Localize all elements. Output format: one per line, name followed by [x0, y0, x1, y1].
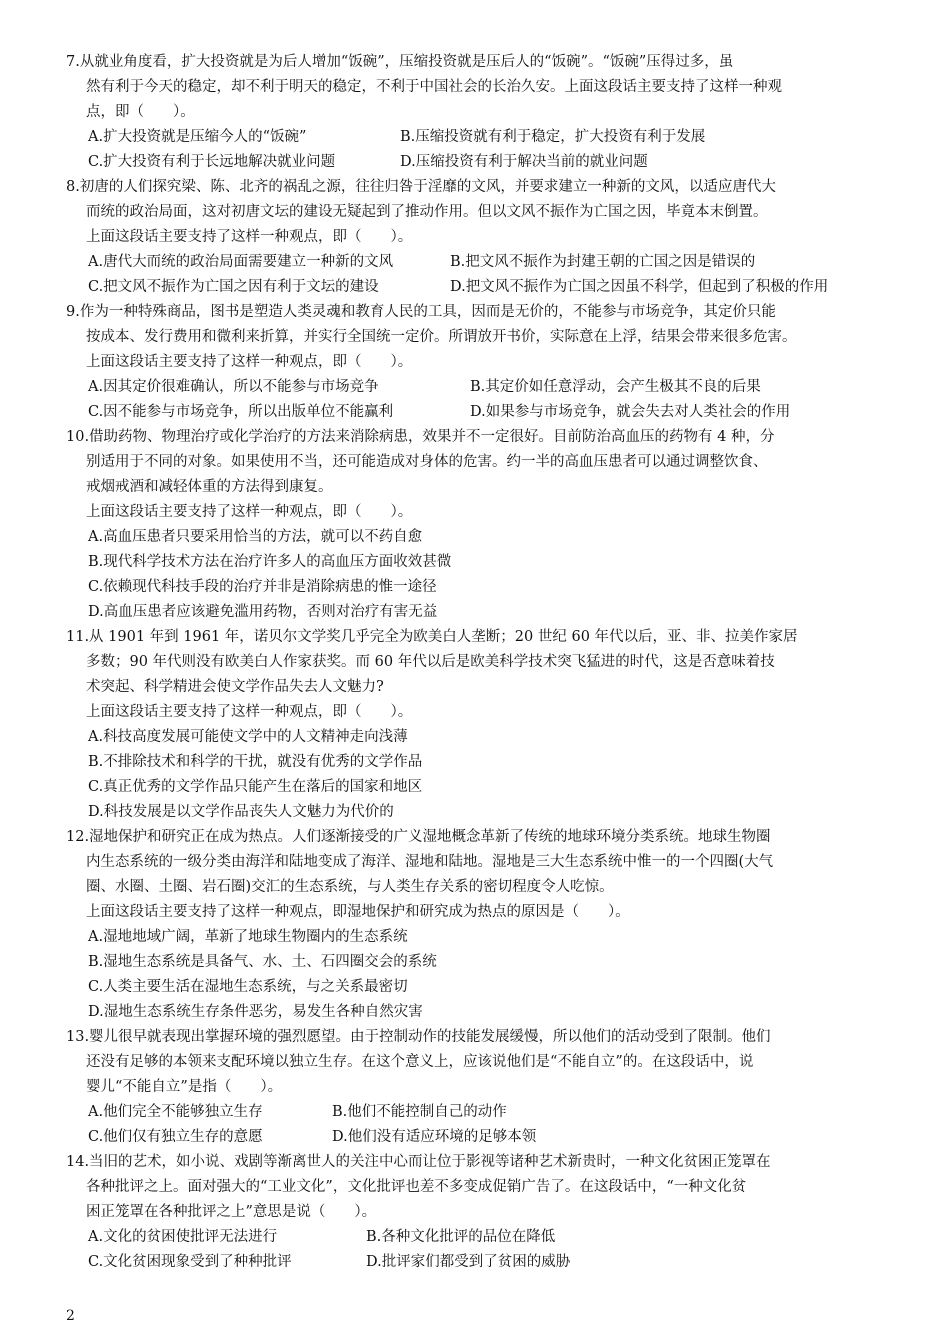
- question-text-line: 戒烟戒酒和减轻体重的方法得到康复。: [86, 479, 333, 495]
- question-text-line: 别适用于不同的对象。如果使用不当，还可能造成对身体的危害。约一半的高血压患者可以通过调整饮食、: [86, 454, 768, 470]
- option-a: A.文化的贫困使批评无法进行: [88, 1229, 278, 1245]
- question-text-line: 上面这段话主要支持了这样一种观点，即（ ）。: [86, 354, 413, 370]
- page-number: 2: [66, 1308, 75, 1324]
- option-a: A.扩大投资就是压缩今人的“饭碗”: [88, 129, 307, 145]
- option-b: B.把文风不振作为封建王朝的亡国之因是错误的: [450, 254, 756, 270]
- question-text-line: 婴儿“不能自立”是指（ ）。: [86, 1079, 283, 1095]
- option-a: A.湿地地域广阔，革新了地球生物圈内的生态系统: [88, 929, 408, 945]
- option-a: A.唐代大而统的政治局面需要建立一种新的文风: [88, 254, 394, 270]
- question-8: [66, 175, 886, 300]
- question-text-line: 上面这段话主要支持了这样一种观点，即（ ）。: [86, 504, 413, 520]
- question-text-line: 而统的政治局面，这对初唐文坛的建设无疑起到了推动作用。但以文风不振作为亡国之因，毕竟本末倒置。: [86, 204, 768, 220]
- option-b: B.不排除技术和科学的干扰，就没有优秀的文学作品: [88, 754, 423, 770]
- question-text-line: 上面这段话主要支持了这样一种观点，即（ ）。: [86, 229, 413, 245]
- question-text-line: 7.从就业角度看，扩大投资就是为后人增加“饭碗”，压缩投资就是压后人的“饭碗”。“饭碗”压得过多，虽: [66, 54, 734, 70]
- option-row: [66, 375, 886, 400]
- option-a: A.因其定价很难确认，所以不能参与市场竞争: [88, 379, 379, 395]
- option-row: [66, 1250, 886, 1275]
- question-text-line: 各种批评之上。面对强大的“工业文化”，文化批评也差不多变成促销广告了。在这段话中，“一种文化贫: [86, 1179, 747, 1195]
- option-b: B.压缩投资就有利于稳定，扩大投资有利于发展: [400, 129, 706, 145]
- option-c: C.真正优秀的文学作品只能产生在落后的国家和地区: [88, 779, 423, 795]
- option-row: [66, 125, 886, 150]
- option-b: B.现代科学技术方法在治疗许多人的高血压方面收效甚微: [88, 554, 452, 570]
- question-13: [66, 1025, 886, 1150]
- question-text-line: 11.从 1901 年到 1961 年，诺贝尔文学奖几乎完全为欧美白人垄断；20 世纪 60 年代以后，亚、非、拉美作家居: [66, 629, 798, 645]
- option-d: D.他们没有适应环境的足够本领: [332, 1129, 537, 1145]
- option-c: C.因不能参与市场竞争，所以出版单位不能赢利: [88, 404, 394, 420]
- option-a: A.科技高度发展可能使文学中的人文精神走向浅薄: [88, 729, 408, 745]
- question-text-line: 13.婴儿很早就表现出掌握环境的强烈愿望。由于控制动作的技能发展缓慢，所以他们的活动受到了限制。他们: [66, 1029, 771, 1045]
- option-c: C.文化贫困现象受到了种种批评: [88, 1254, 292, 1270]
- question-12: [66, 825, 886, 1025]
- question-text-line: 术突起、科学精进会使文学作品失去人文魅力?: [86, 679, 384, 695]
- question-text-line: 上面这段话主要支持了这样一种观点，即湿地保护和研究成为热点的原因是（ ）。: [86, 904, 630, 920]
- question-text-line: 点，即（ ）。: [86, 104, 195, 120]
- option-row: [66, 1125, 886, 1150]
- question-text-line: 困正笼罩在各种批评之上”意思是说（ ）。: [86, 1204, 377, 1220]
- option-b: B.湿地生态系统是具备气、水、土、石四圈交会的系统: [88, 954, 437, 970]
- question-text-line: 然有利于今天的稳定，却不利于明天的稳定，不利于中国社会的长治久安。上面这段话主要支持了这样一种观: [86, 79, 782, 95]
- option-row: [66, 400, 886, 425]
- question-10: [66, 425, 886, 625]
- option-b: B.他们不能控制自己的动作: [332, 1104, 507, 1120]
- option-a: A.高血压患者只要采用恰当的方法，就可以不药自愈: [88, 529, 423, 545]
- question-text-line: 还没有足够的本领来支配环境以独立生存。在这个意义上，应该说他们是“不能自立”的。在这段话中，说: [86, 1054, 754, 1070]
- question-7: [66, 50, 886, 175]
- option-d: D.科技发展是以文学作品丧失人文魅力为代价的: [88, 804, 394, 820]
- option-d: D.如果参与市场竞争，就会失去对人类社会的作用: [470, 404, 791, 420]
- question-9: [66, 300, 886, 425]
- option-b: B.其定价如任意浮动，会产生极其不良的后果: [470, 379, 761, 395]
- option-d: D.湿地生态系统生存条件恶劣，易发生各种自然灾害: [88, 1004, 423, 1020]
- question-text-line: 圈、水圈、土圈、岩石圈)交汇的生态系统，与人类生存关系的密切程度令人吃惊。: [86, 879, 614, 895]
- question-text-line: 8.初唐的人们探究梁、陈、北齐的祸乱之源，往往归咎于淫靡的文风，并要求建立一种新的文风，以适应唐代大: [66, 179, 776, 195]
- option-d: D.压缩投资有利于解决当前的就业问题: [400, 154, 648, 170]
- question-text-line: 9.作为一种特殊商品，图书是塑造人类灵魂和教育人民的工具，因而是无价的，不能参与市场竞争，其定价只能: [66, 304, 776, 320]
- question-text-line: 14.当旧的艺术，如小说、戏剧等渐离世人的关注中心而让位于影视等诸种艺术新贵时，一种文化贫困正笼罩在: [66, 1154, 771, 1170]
- option-c: C.扩大投资有利于长远地解决就业问题: [88, 154, 336, 170]
- option-c: C.人类主要生活在湿地生态系统，与之关系最密切: [88, 979, 408, 995]
- question-text-line: 上面这段话主要支持了这样一种观点，即（ ）。: [86, 704, 413, 720]
- option-b: B.各种文化批评的品位在降低: [366, 1229, 556, 1245]
- option-row: [66, 250, 886, 275]
- option-row: [66, 1100, 886, 1125]
- option-a: A.他们完全不能够独立生存: [88, 1104, 263, 1120]
- option-row: [66, 1225, 886, 1250]
- option-c: C.他们仅有独立生存的意愿: [88, 1129, 263, 1145]
- question-text-line: 12.湿地保护和研究正在成为热点。人们逐渐接受的广义湿地概念革新了传统的地球环境分类系统。地球生物圈: [66, 829, 771, 845]
- option-d: D.高血压患者应该避免滥用药物，否则对治疗有害无益: [88, 604, 438, 620]
- question-11: [66, 625, 886, 825]
- option-d: D.批评家们都受到了贫困的威胁: [366, 1254, 571, 1270]
- question-text-line: 按成本、发行费用和微利来折算，并实行全国统一定价。所谓放开书价，实际意在上浮，结果会带来很多危害。: [86, 329, 797, 345]
- option-c: C.把文风不振作为亡国之因有利于文坛的建设: [88, 279, 379, 295]
- question-text-line: 内生态系统的一级分类由海洋和陆地变成了海洋、湿地和陆地。湿地是三大生态系统中惟一的一个四圈(大气: [86, 854, 774, 870]
- option-row: [66, 150, 886, 175]
- question-text-line: 10.借助药物、物理治疗或化学治疗的方法来消除病患，效果并不一定很好。目前防治高血压的药物有 4 种，分: [66, 429, 775, 445]
- option-c: C.依赖现代科技手段的治疗并非是消除病患的惟一途径: [88, 579, 437, 595]
- question-14: [66, 1150, 886, 1275]
- option-d: D.把文风不振作为亡国之因虽不科学，但起到了积极的作用: [450, 279, 829, 295]
- option-row: [66, 275, 886, 300]
- question-text-line: 多数；90 年代则没有欧美白人作家获奖。而 60 年代以后是欧美科学技术突飞猛进的时代，这是否意味着技: [86, 654, 775, 670]
